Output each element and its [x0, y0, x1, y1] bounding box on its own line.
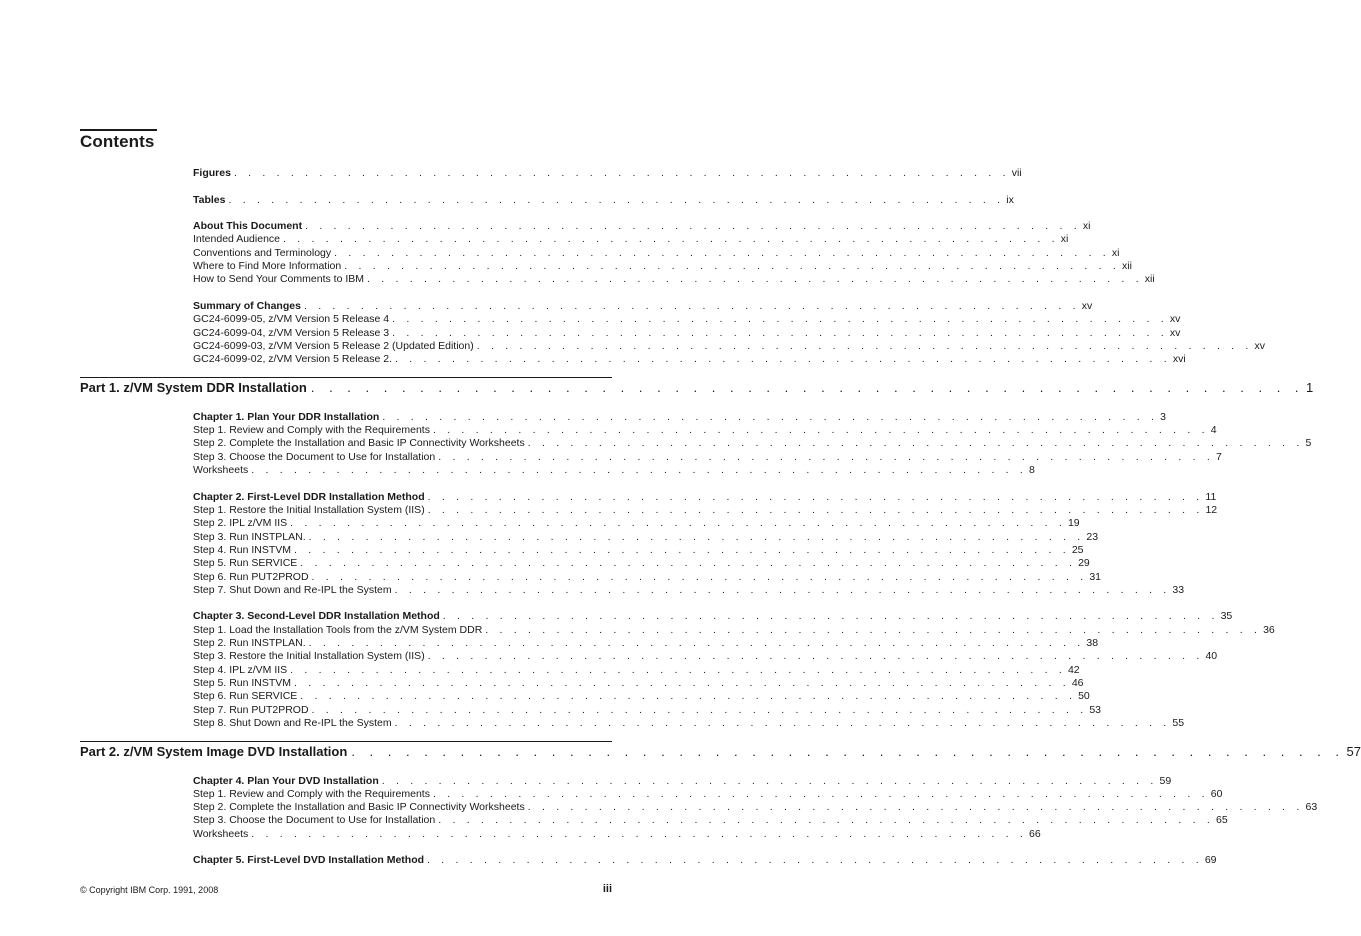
- toc-section-entry[interactable]: [193, 299, 1093, 313]
- toc-entry-page-number: 36: [1263, 624, 1275, 636]
- dot-leader: . . . . . . . . . . . . . . . . . . . . . . . . . . . . . . . . . . . . . . . . . . . . . . . . . . . . . . .: [305, 220, 1081, 232]
- toc-entry-page-number: 66: [1029, 828, 1041, 840]
- toc-entry-label: Step 1. Load the Installation Tools from the z/VM System DDR: [193, 624, 483, 636]
- toc-section-entry-label: Summary of Changes: [193, 300, 301, 312]
- toc-entry[interactable]: [193, 543, 1084, 557]
- toc-entry[interactable]: [193, 716, 1185, 730]
- toc-entry[interactable]: [193, 423, 1217, 437]
- toc-entry-label: How to Send Your Comments to IBM: [193, 273, 364, 285]
- toc-section-entry-label: Figures: [193, 167, 231, 179]
- toc-entry-page-number: xv: [1254, 340, 1266, 352]
- toc-entry-label: Step 7. Shut Down and Re-IPL the System: [193, 584, 392, 596]
- toc-section-entry-page-number: 69: [1204, 854, 1217, 866]
- toc-entry[interactable]: [193, 232, 1069, 246]
- toc-section-entry-page-number: 59: [1159, 775, 1172, 787]
- toc-entry-label: Worksheets: [193, 828, 249, 840]
- toc-entry-label: Step 1. Review and Comply with the Requirements: [193, 424, 430, 436]
- dot-leader: . . . . . . . . . . . . . . . . . . . . . . . . . . . . . . . . . . . . . . . . . . . . . . . . . . . . . . .: [290, 517, 1066, 529]
- toc-section-entry-page-number: 35: [1220, 610, 1233, 622]
- toc-entry-label: Step 5. Run INSTVM: [193, 677, 292, 689]
- toc-entry-page-number: xv: [1169, 327, 1181, 339]
- dot-leader: . . . . . . . . . . . . . . . . . . . . . . . . . . . . . . . . . . . . . . . . . . . . . . . . . . . . . . .: [344, 260, 1121, 272]
- toc-entry[interactable]: [193, 326, 1181, 340]
- toc-entry[interactable]: [193, 583, 1185, 597]
- toc-entry[interactable]: [193, 530, 1099, 544]
- toc-entry-page-number: xvi: [1172, 353, 1186, 365]
- toc-entry-label: Worksheets: [193, 464, 249, 476]
- dot-leader: . . . . . . . . . . . . . . . . . . . . . . . . . . . . . . . . . . . . . . . . . . . . . . . . . . . . . . .: [427, 854, 1203, 866]
- toc-entry-page-number: xi: [1111, 247, 1120, 259]
- toc-entry-label: Step 6. Run SERVICE: [193, 690, 298, 702]
- footer-copyright: © Copyright IBM Corp. 1991, 2008: [80, 885, 219, 895]
- toc-entry-label: Step 2. Complete the Installation and Basic IP Connectivity Worksheets: [193, 801, 525, 813]
- toc-entry-page-number: xi: [1060, 233, 1069, 245]
- toc-section-entry-label: About This Document: [193, 220, 303, 232]
- toc-entry-page-number: 25: [1071, 544, 1084, 556]
- footer-page-number: iii: [602, 883, 612, 895]
- dot-leader: . . . . . . . . . . . . . . . . . . . . . . . . . . . . . . . . . . . . . . . . . . . . . . . . . . . . . . .: [476, 340, 1253, 352]
- toc-entry[interactable]: [193, 813, 1228, 827]
- toc-entry-label: Step 2. Complete the Installation and Basic IP Connectivity Worksheets: [193, 437, 525, 449]
- dot-leader: . . . . . . . . . . . . . . . . . . . . . . . . . . . . . . . . . . . . . . . . . . . . . . . . . . . . . . .: [251, 464, 1028, 476]
- dot-leader: . . . . . . . . . . . . . . . . . . . . . . . . . . . . . . . . . . . . . . . . . . . . . . . . . . . . . . .: [381, 775, 1158, 787]
- toc-section-entry-page-number: 11: [1205, 491, 1217, 503]
- toc-entry-label: Step 3. Run INSTPLAN.: [193, 531, 306, 543]
- toc-entry[interactable]: [193, 450, 1222, 464]
- toc-entry[interactable]: [193, 352, 1186, 366]
- toc-entry-page-number: 19: [1067, 517, 1080, 529]
- toc-entry-page-number: 65: [1216, 814, 1228, 826]
- toc-section-entry[interactable]: [193, 609, 1233, 623]
- toc-entry-label: Step 2. IPL z/VM IIS: [193, 517, 288, 529]
- toc-entry-label: Step 1. Restore the Initial Installation System (IIS): [193, 504, 425, 516]
- toc-entry[interactable]: [193, 689, 1090, 703]
- toc-entry-page-number: 63: [1305, 801, 1318, 813]
- part-divider-rule: [80, 741, 612, 742]
- dot-leader: . . . . . . . . . . . . . . . . . . . . . . . . . . . . . . . . . . . . . . . . . . . . . . . . . . . . . . .: [485, 624, 1262, 636]
- toc-entry[interactable]: [193, 676, 1084, 690]
- toc-entry[interactable]: [193, 623, 1275, 637]
- toc-entry[interactable]: [193, 787, 1223, 801]
- toc-section-entry-label: Chapter 3. Second-Level DDR Installation Method: [193, 610, 440, 622]
- toc-entry-page-number: 46: [1071, 677, 1084, 689]
- dot-leader: . . . . . . . . . . . . . . . . . . . . . . . . . . . . . . . . . . . . . . . . . . . . . . . . . . . . . . .: [527, 801, 1304, 813]
- toc-entry-label: Where to Find More Information: [193, 260, 342, 272]
- toc-entry-page-number: 40: [1205, 650, 1218, 662]
- toc-entry-label: Step 3. Choose the Document to Use for Installation: [193, 814, 436, 826]
- toc-entry[interactable]: [193, 259, 1132, 273]
- toc-part-entry-label: Part 1. z/VM System DDR Installation: [80, 380, 307, 395]
- dot-leader: . . . . . . . . . . . . . . . . . . . . . . . . . . . . . . . . . . . . . . . . . . . . . . . . . . . . . . .: [438, 451, 1214, 463]
- toc-entry-label: Conventions and Terminology: [193, 247, 332, 259]
- dot-leader: . . . . . . . . . . . . . . . . . . . . . . . . . . . . . . . . . . . . . . . . . . . . . . . . . . . . . . .: [334, 247, 1110, 259]
- toc-section-entry-label: Chapter 5. First-Level DVD Installation Method: [193, 854, 425, 866]
- dot-leader: . . . . . . . . . . . . . . . . . . . . . . . . . . . . . . . . . . . . . . . . . . . . . . . . . . . . . . .: [311, 704, 1088, 716]
- toc-entry-page-number: 50: [1078, 690, 1090, 702]
- dot-leader: . . . . . . . . . . . . . . . . . . . . . . . . . . . . . . . . . . . . . . . . . . . . . . . . . . . . . . .: [303, 300, 1080, 312]
- toc-entry-page-number: 42: [1067, 664, 1080, 676]
- toc-entry-page-number: 8: [1029, 464, 1035, 476]
- toc-section-entry[interactable]: [193, 193, 1014, 207]
- dot-leader: . . . . . . . . . . . . . . . . . . . . . . . . . . . . . . . . . . . . . . . . . . . . . . . . . . . . . . .: [351, 744, 1345, 759]
- toc-entry-label: GC24-6099-04, z/VM Version 5 Release 3: [193, 327, 390, 339]
- toc-section-entry-page-number: vii: [1011, 167, 1022, 179]
- toc-entry[interactable]: [193, 649, 1218, 663]
- toc-entry-label: Step 7. Run PUT2PROD: [193, 704, 309, 716]
- toc-entry-label: Step 3. Choose the Document to Use for Installation: [193, 451, 436, 463]
- toc-entry-page-number: 53: [1089, 704, 1102, 716]
- toc-entry-page-number: 33: [1172, 584, 1185, 596]
- dot-leader: . . . . . . . . . . . . . . . . . . . . . . . . . . . . . . . . . . . . . . . . . . . . . . . . . . . . . . .: [290, 664, 1066, 676]
- toc-entry[interactable]: [193, 312, 1181, 326]
- dot-leader: . . . . . . . . . . . . . . . . . . . . . . . . . . . . . . . . . . . . . . . . . . . . . . . . . . . . . . .: [228, 194, 1005, 206]
- part-divider-rule: [80, 377, 612, 378]
- dot-leader: . . . . . . . . . . . . . . . . . . . . . . . . . . . . . . . . . . . . . . . . . . . . . . . . . . . . . . .: [392, 313, 1168, 325]
- toc-entry-label: GC24-6099-05, z/VM Version 5 Release 4: [193, 313, 390, 325]
- toc-entry-page-number: xii: [1122, 260, 1132, 272]
- toc-section-entry[interactable]: [193, 166, 1022, 180]
- toc-entry-page-number: 12: [1205, 504, 1218, 516]
- dot-leader: . . . . . . . . . . . . . . . . . . . . . . . . . . . . . . . . . . . . . . . . . . . . . . . . . . . . . . .: [310, 380, 1305, 395]
- toc-entry[interactable]: [193, 516, 1080, 530]
- dot-leader: . . . . . . . . . . . . . . . . . . . . . . . . . . . . . . . . . . . . . . . . . . . . . . . . . . . . . . .: [442, 610, 1219, 622]
- toc-part-entry[interactable]: [80, 379, 1314, 396]
- toc-section-entry[interactable]: [193, 853, 1217, 867]
- toc-entry-page-number: 31: [1089, 571, 1102, 583]
- toc-entry-label: GC24-6099-03, z/VM Version 5 Release 2 (Updated Edition): [193, 340, 474, 352]
- dot-leader: . . . . . . . . . . . . . . . . . . . . . . . . . . . . . . . . . . . . . . . . . . . . . . . . . . . . . . .: [394, 584, 1171, 596]
- toc-entry[interactable]: [193, 570, 1102, 584]
- toc-entry-label: Step 8. Shut Down and Re-IPL the System: [193, 717, 392, 729]
- toc-section-entry-label: Tables: [193, 194, 226, 206]
- dot-leader: . . . . . . . . . . . . . . . . . . . . . . . . . . . . . . . . . . . . . . . . . . . . . . . . . . . . . . .: [294, 677, 1070, 689]
- toc-entry-label: Step 1. Review and Comply with the Requirements: [193, 788, 430, 800]
- toc-entry-label: Step 6. Run PUT2PROD: [193, 571, 309, 583]
- toc-entry-page-number: 4: [1210, 424, 1217, 436]
- dot-leader: . . . . . . . . . . . . . . . . . . . . . . . . . . . . . . . . . . . . . . . . . . . . . . . . . . . . . . .: [294, 544, 1070, 556]
- dot-leader: . . . . . . . . . . . . . . . . . . . . . . . . . . . . . . . . . . . . . . . . . . . . . . . . . . . . . . .: [432, 788, 1209, 800]
- dot-leader: . . . . . . . . . . . . . . . . . . . . . . . . . . . . . . . . . . . . . . . . . . . . . . . . . . . . . . .: [311, 571, 1088, 583]
- toc-part-entry-label: Part 2. z/VM System Image DVD Installation: [80, 744, 348, 759]
- toc-entry-page-number: 29: [1078, 557, 1090, 569]
- toc-part-entry-page-number: 57: [1346, 744, 1361, 759]
- dot-leader: . . . . . . . . . . . . . . . . . . . . . . . . . . . . . . . . . . . . . . . . . . . . . . . . . . . . . . .: [427, 491, 1204, 503]
- dot-leader: . . . . . . . . . . . . . . . . . . . . . . . . . . . . . . . . . . . . . . . . . . . . . . . . . . . . . . .: [308, 637, 1085, 649]
- toc-entry[interactable]: [193, 703, 1102, 717]
- dot-leader: . . . . . . . . . . . . . . . . . . . . . . . . . . . . . . . . . . . . . . . . . . . . . . . . . . . . . . .: [308, 531, 1085, 543]
- toc-section-entry[interactable]: [193, 219, 1091, 233]
- toc-entry[interactable]: [193, 663, 1080, 677]
- toc-entry[interactable]: [193, 463, 1035, 477]
- toc-entry[interactable]: [193, 436, 1312, 450]
- toc-entry-page-number: 7: [1216, 451, 1222, 463]
- toc-entry-label: GC24-6099-02, z/VM Version 5 Release 2.: [193, 353, 393, 365]
- dot-leader: . . . . . . . . . . . . . . . . . . . . . . . . . . . . . . . . . . . . . . . . . . . . . . . . . . . . . . .: [300, 557, 1077, 569]
- toc-section-entry[interactable]: [193, 490, 1217, 504]
- toc-section-entry[interactable]: [193, 774, 1172, 788]
- toc-section-entry-page-number: 3: [1160, 411, 1166, 423]
- dot-leader: . . . . . . . . . . . . . . . . . . . . . . . . . . . . . . . . . . . . . . . . . . . . . . . . . . . . . . .: [382, 411, 1159, 423]
- dot-leader: . . . . . . . . . . . . . . . . . . . . . . . . . . . . . . . . . . . . . . . . . . . . . . . . . . . . . . .: [392, 327, 1168, 339]
- toc-entry-page-number: xii: [1144, 273, 1155, 285]
- dot-leader: . . . . . . . . . . . . . . . . . . . . . . . . . . . . . . . . . . . . . . . . . . . . . . . . . . . . . . .: [367, 273, 1143, 285]
- dot-leader: . . . . . . . . . . . . . . . . . . . . . . . . . . . . . . . . . . . . . . . . . . . . . . . . . . . . . . .: [432, 424, 1209, 436]
- toc-section-entry-page-number: ix: [1006, 194, 1014, 206]
- toc-entry-page-number: 55: [1172, 717, 1185, 729]
- toc-section-entry-label: Chapter 4. Plan Your DVD Installation: [193, 775, 379, 787]
- toc-entry-label: Step 5. Run SERVICE: [193, 557, 298, 569]
- dot-leader: . . . . . . . . . . . . . . . . . . . . . . . . . . . . . . . . . . . . . . . . . . . . . . . . . . . . . . .: [394, 717, 1171, 729]
- toc-entry[interactable]: [193, 246, 1120, 260]
- toc-part-entry[interactable]: [80, 743, 1361, 760]
- toc-section-entry-page-number: xi: [1082, 220, 1091, 232]
- toc-section-entry-page-number: xv: [1081, 300, 1093, 312]
- toc-entry-page-number: 38: [1086, 637, 1099, 649]
- toc-section-entry-label: Chapter 1. Plan Your DDR Installation: [193, 411, 380, 423]
- toc-entry-label: Step 4. Run INSTVM: [193, 544, 292, 556]
- toc-entry-page-number: 60: [1210, 788, 1223, 800]
- dot-leader: . . . . . . . . . . . . . . . . . . . . . . . . . . . . . . . . . . . . . . . . . . . . . . . . . . . . . . .: [427, 504, 1204, 516]
- toc-entry[interactable]: [193, 339, 1266, 353]
- toc-entry[interactable]: [193, 556, 1090, 570]
- toc-entry[interactable]: [193, 636, 1099, 650]
- toc-entry[interactable]: [193, 827, 1041, 841]
- toc-entry[interactable]: [193, 503, 1218, 517]
- dot-leader: . . . . . . . . . . . . . . . . . . . . . . . . . . . . . . . . . . . . . . . . . . . . . . . . . . . . . . .: [251, 828, 1028, 840]
- toc-entry[interactable]: [193, 800, 1318, 814]
- toc-entry-page-number: xv: [1169, 313, 1181, 325]
- toc-entry[interactable]: [193, 272, 1155, 286]
- toc-entry-label: Step 4. IPL z/VM IIS: [193, 664, 288, 676]
- dot-leader: . . . . . . . . . . . . . . . . . . . . . . . . . . . . . . . . . . . . . . . . . . . . . . . . . . . . . . .: [395, 353, 1171, 365]
- toc-section-entry[interactable]: [193, 410, 1166, 424]
- title-rule: [80, 129, 157, 131]
- toc-entry-page-number: 23: [1086, 531, 1099, 543]
- dot-leader: . . . . . . . . . . . . . . . . . . . . . . . . . . . . . . . . . . . . . . . . . . . . . . . . . . . . . . .: [438, 814, 1214, 826]
- page-title: Contents: [80, 132, 155, 151]
- dot-leader: . . . . . . . . . . . . . . . . . . . . . . . . . . . . . . . . . . . . . . . . . . . . . . . . . . . . . . .: [233, 167, 1010, 179]
- dot-leader: . . . . . . . . . . . . . . . . . . . . . . . . . . . . . . . . . . . . . . . . . . . . . . . . . . . . . . .: [300, 690, 1077, 702]
- toc-part-entry-page-number: 1: [1306, 380, 1314, 395]
- toc-section-entry-label: Chapter 2. First-Level DDR Installation Method: [193, 491, 425, 503]
- toc-entry-label: Step 2. Run INSTPLAN.: [193, 637, 306, 649]
- dot-leader: . . . . . . . . . . . . . . . . . . . . . . . . . . . . . . . . . . . . . . . . . . . . . . . . . . . . . . .: [427, 650, 1204, 662]
- toc-entry-label: Intended Audience: [193, 233, 280, 245]
- toc-entry-page-number: 5: [1305, 437, 1312, 449]
- dot-leader: . . . . . . . . . . . . . . . . . . . . . . . . . . . . . . . . . . . . . . . . . . . . . . . . . . . . . . .: [527, 437, 1304, 449]
- dot-leader: . . . . . . . . . . . . . . . . . . . . . . . . . . . . . . . . . . . . . . . . . . . . . . . . . . . . . . .: [283, 233, 1059, 245]
- toc-entry-label: Step 3. Restore the Initial Installation System (IIS): [193, 650, 425, 662]
